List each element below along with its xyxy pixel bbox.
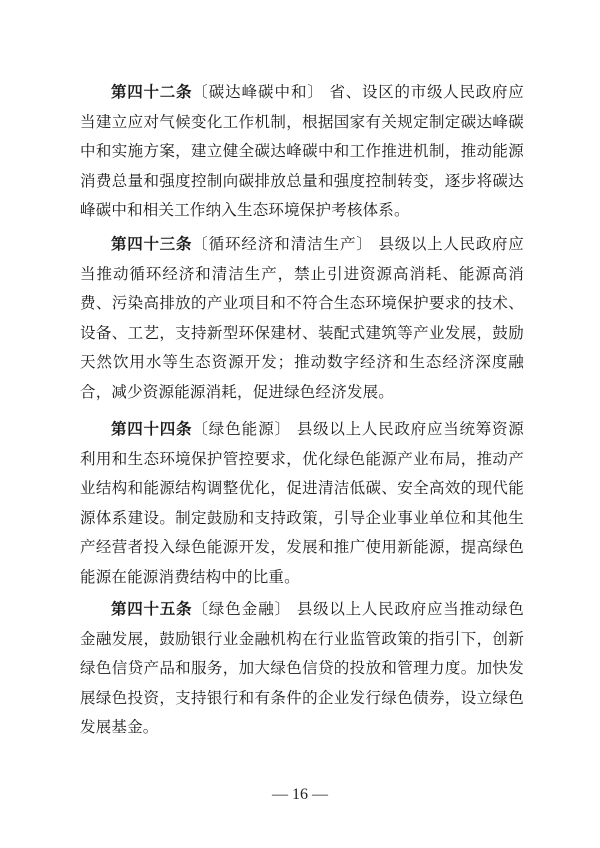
article-number: 第四十二条 (111, 83, 193, 101)
article-45 (80, 595, 524, 743)
article-body: 县级以上人民政府应当推动循环经济和清洁生产，禁止引进资源高消耗、能源高消费、污染高排放的产业项目和不符合生态环境保护要求的技术、设备、工艺，支持新型环保建材、装配式建筑等产业发展，鼓励天然饮用水等生态资源开发；推动数字经济和生态经济深度融合，减少资源能源消耗，促进绿色经济发展。 (80, 235, 524, 401)
article-42 (80, 78, 524, 226)
article-43 (80, 230, 524, 408)
article-topic: 〔循环经济和清洁生产〕 (192, 235, 373, 253)
article-topic: 〔绿色能源〕 (192, 420, 292, 438)
article-number: 第四十五条 (111, 600, 193, 618)
page-number: — 16 — (272, 786, 328, 803)
article-topic: 〔碳达峰碳中和〕 (192, 83, 324, 101)
article-44 (80, 415, 524, 593)
article-number: 第四十三条 (111, 235, 193, 253)
article-topic: 〔绿色金融〕 (192, 600, 292, 618)
article-body: 省、设区的市级人民政府应当建立应对气候变化工作机制，根据国家有关规定制定碳达峰碳中和实施方案，建立健全碳达峰碳中和工作推进机制，推动能源消费总量和强度控制向碳排放总量和强度控制转变，逐步将碳达峰碳中和相关工作纳入生态环境保护考核体系。 (80, 83, 524, 220)
article-body: 县级以上人民政府应当推动绿色金融发展，鼓励银行业金融机构在行业监管政策的指引下，创新绿色信贷产品和服务，加大绿色信贷的投放和管理力度。加快发展绿色投资，支持银行和有条件的企业发行绿色债券，设立绿色发展基金。 (80, 600, 524, 737)
article-body: 县级以上人民政府应当统筹资源利用和生态环境保护管控要求，优化绿色能源产业布局，推动产业结构和能源结构调整优化，促进清洁低碳、安全高效的现代能源体系建设。制定鼓励和支持政策，引导企业事业单位和其他生产经营者投入绿色能源开发，发展和推广使用新能源，提高绿色能源在能源消费结构中的比重。 (80, 420, 524, 586)
article-number: 第四十四条 (111, 420, 193, 438)
